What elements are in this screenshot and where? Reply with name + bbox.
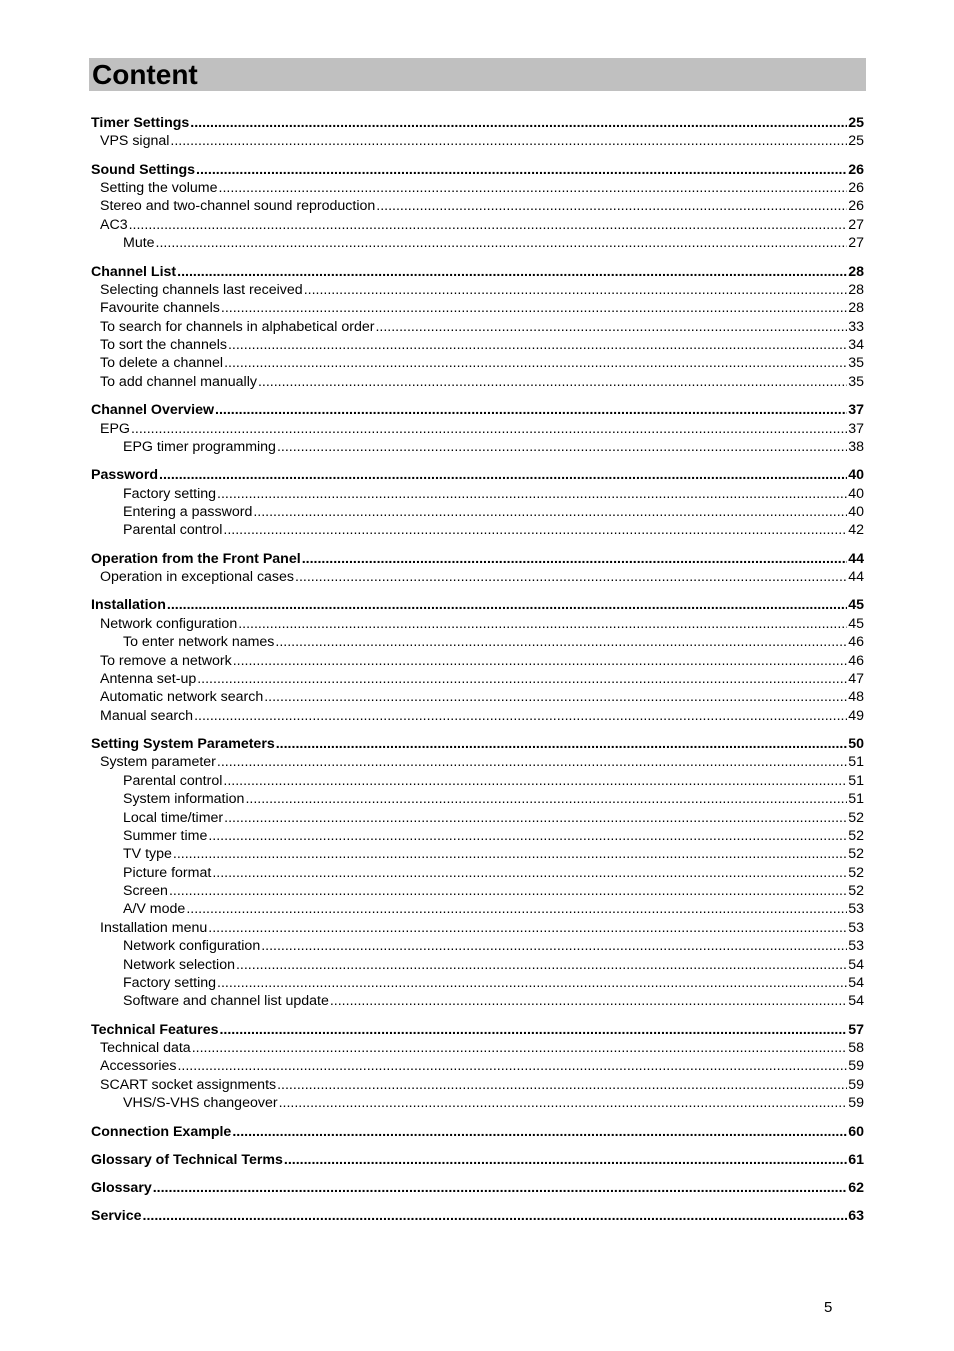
toc-entry-label: Network selection — [123, 956, 235, 973]
dot-leader — [194, 707, 847, 725]
toc-heading-glossary[interactable] — [91, 1179, 864, 1197]
dot-leader — [232, 1123, 847, 1141]
toc-entry-mute[interactable] — [91, 234, 864, 252]
toc-entry-page: 45 — [848, 615, 864, 632]
toc-entry-local-time-timer[interactable] — [91, 809, 864, 827]
toc-heading-channel-list[interactable] — [91, 263, 864, 281]
dot-leader — [143, 1207, 848, 1225]
toc-section-connection-example — [91, 1123, 864, 1141]
toc-entry-label: To sort the channels — [100, 337, 227, 354]
toc-entry-to-search-for-channels-in-alphabetical-order[interactable] — [91, 318, 864, 336]
toc-entry-network-selection[interactable] — [91, 956, 864, 974]
dot-leader — [159, 466, 847, 484]
toc-entry-label: Sound Settings — [91, 161, 196, 178]
toc-entry-screen[interactable] — [91, 882, 864, 900]
toc-entry-label: Parental control — [123, 772, 223, 789]
toc-entry-page: 42 — [848, 522, 864, 539]
toc-entry-page: 26 — [848, 161, 864, 178]
dot-leader — [177, 263, 847, 281]
toc-entry-page: 28 — [848, 263, 864, 280]
dot-leader — [217, 485, 847, 503]
dot-leader — [169, 882, 847, 900]
dot-leader — [264, 688, 847, 706]
toc-section-sound-settings — [91, 161, 864, 253]
toc-section-channel-list — [91, 263, 864, 392]
toc-entry-page: 53 — [848, 901, 864, 918]
toc-entry-label: Service — [91, 1208, 142, 1225]
toc-entry-page: 34 — [848, 337, 864, 354]
toc-entry-page: 60 — [848, 1123, 864, 1140]
dot-leader — [208, 827, 847, 845]
toc-entry-to-enter-network-names[interactable] — [91, 633, 864, 651]
dot-leader — [217, 974, 847, 992]
toc-entry-page: 49 — [848, 707, 864, 724]
toc-entry-page: 40 — [848, 503, 864, 520]
toc-entry-page: 53 — [848, 938, 864, 955]
dot-leader — [238, 615, 847, 633]
toc-entry-label: Operation from the Front Panel — [91, 550, 301, 567]
toc-entry-label: Summer time — [123, 827, 208, 844]
toc-entry-label: Operation in exceptional cases — [100, 569, 295, 586]
toc-entry-label: Local time/timer — [123, 809, 224, 826]
dot-leader — [173, 845, 847, 863]
dot-leader — [197, 670, 847, 688]
toc-entry-summer-time[interactable] — [91, 827, 864, 845]
dot-leader — [215, 401, 847, 419]
toc-entry-page: 51 — [848, 772, 864, 789]
toc-entry-factory-setting[interactable] — [91, 974, 864, 992]
dot-leader — [221, 299, 847, 317]
toc-entry-label: AC3 — [100, 216, 128, 233]
toc-entry-stereo-and-two-channel-sound-reproduction[interactable] — [91, 197, 864, 215]
toc-heading-setting-system-parameters[interactable] — [91, 735, 864, 753]
toc-entry-page: 51 — [848, 791, 864, 808]
toc-entry-label: Parental control — [123, 522, 223, 539]
toc-entry-label: Connection Example — [91, 1123, 232, 1140]
dot-leader — [219, 1021, 847, 1039]
dot-leader — [219, 179, 848, 197]
dot-leader — [258, 373, 847, 391]
toc-heading-installation[interactable] — [91, 596, 864, 614]
dot-leader — [170, 132, 847, 150]
toc-entry-system-information[interactable] — [91, 790, 864, 808]
dot-leader — [177, 1057, 847, 1075]
toc-entry-to-sort-the-channels[interactable] — [91, 336, 864, 354]
dot-leader — [236, 956, 847, 974]
toc-entry-network-configuration[interactable] — [91, 937, 864, 955]
toc-entry-page: 54 — [848, 956, 864, 973]
toc-section-service — [91, 1207, 864, 1225]
toc-heading-service[interactable] — [91, 1207, 864, 1225]
dot-leader — [153, 1179, 847, 1197]
table-of-contents — [91, 114, 864, 1236]
toc-entry-page: 37 — [848, 420, 864, 437]
toc-entry-label: Mute — [123, 235, 155, 252]
toc-entry-automatic-network-search[interactable] — [91, 688, 864, 706]
toc-entry-label: Factory setting — [123, 485, 217, 502]
dot-leader — [375, 318, 847, 336]
toc-entry-operation-in-exceptional-cases[interactable] — [91, 568, 864, 586]
toc-entry-scart-socket-assignments[interactable] — [91, 1076, 864, 1094]
dot-leader — [233, 652, 848, 670]
toc-heading-glossary-of-technical-terms[interactable] — [91, 1151, 864, 1169]
toc-entry-label: Antenna set-up — [100, 670, 197, 687]
toc-entry-to-add-channel-manually[interactable] — [91, 373, 864, 391]
toc-entry-page: 52 — [848, 883, 864, 900]
toc-entry-label: EPG timer programming — [123, 438, 276, 455]
toc-entry-ac3[interactable] — [91, 216, 864, 234]
toc-entry-label: Factory setting — [123, 975, 217, 992]
dot-leader — [277, 1076, 847, 1094]
toc-entry-label: A/V mode — [123, 901, 186, 918]
toc-entry-page: 54 — [848, 975, 864, 992]
toc-entry-vps-signal[interactable] — [91, 132, 864, 150]
toc-entry-page: 52 — [848, 846, 864, 863]
toc-entry-favourite-channels[interactable] — [91, 299, 864, 317]
toc-entry-label: Entering a password — [123, 503, 253, 520]
toc-entry-page: 47 — [848, 670, 864, 687]
toc-entry-label: Setting System Parameters — [91, 735, 275, 752]
toc-entry-label: Glossary — [91, 1180, 152, 1197]
toc-section-channel-overview — [91, 401, 864, 456]
toc-entry-system-parameter[interactable] — [91, 753, 864, 771]
toc-entry-label: Glossary of Technical Terms — [91, 1151, 283, 1168]
toc-entry-network-configuration[interactable] — [91, 615, 864, 633]
dot-leader — [212, 864, 847, 882]
dot-leader — [224, 354, 847, 372]
dot-leader — [295, 568, 847, 586]
toc-entry-entering-a-password[interactable] — [91, 503, 864, 521]
toc-entry-page: 27 — [848, 235, 864, 252]
toc-entry-page: 27 — [848, 216, 864, 233]
toc-entry-page: 35 — [848, 373, 864, 390]
toc-heading-timer-settings[interactable] — [91, 114, 864, 132]
toc-entry-label: Stereo and two-channel sound reproduction — [100, 198, 376, 215]
dot-leader — [208, 919, 847, 937]
toc-entry-label: To delete a channel — [100, 355, 224, 372]
toc-section-glossary — [91, 1179, 864, 1197]
toc-heading-channel-overview[interactable] — [91, 401, 864, 419]
toc-section-password — [91, 466, 864, 540]
toc-entry-label: Setting the volume — [100, 180, 218, 197]
toc-entry-label: Screen — [123, 883, 168, 900]
dot-leader — [223, 521, 847, 539]
toc-entry-label: To enter network names — [123, 634, 275, 651]
toc-entry-label: Picture format — [123, 864, 212, 881]
toc-entry-label: Technical data — [100, 1040, 191, 1057]
toc-entry-parental-control[interactable] — [91, 772, 864, 790]
toc-entry-page: 57 — [848, 1021, 864, 1038]
dot-leader — [275, 633, 847, 651]
toc-entry-epg[interactable] — [91, 420, 864, 438]
dot-leader — [217, 753, 847, 771]
toc-entry-page: 33 — [848, 318, 864, 335]
toc-entry-page: 26 — [848, 198, 864, 215]
dot-leader — [302, 550, 848, 568]
toc-entry-label: System parameter — [100, 754, 216, 771]
toc-section-timer-settings — [91, 114, 864, 151]
toc-entry-parental-control[interactable] — [91, 521, 864, 539]
dot-leader — [304, 281, 848, 299]
dot-leader — [279, 1094, 848, 1112]
dot-leader — [192, 1039, 848, 1057]
toc-entry-label: To remove a network — [100, 652, 232, 669]
toc-entry-manual-search[interactable] — [91, 707, 864, 725]
toc-entry-label: Technical Features — [91, 1021, 219, 1038]
toc-section-installation — [91, 596, 864, 725]
dot-leader — [284, 1151, 847, 1169]
toc-entry-accessories[interactable] — [91, 1057, 864, 1075]
toc-entry-label: To search for channels in alphabetical order — [100, 318, 375, 335]
toc-entry-page: 45 — [848, 597, 864, 614]
dot-leader — [223, 772, 847, 790]
toc-entry-page: 44 — [848, 550, 864, 567]
toc-entry-page: 61 — [848, 1151, 864, 1168]
toc-entry-technical-data[interactable] — [91, 1039, 864, 1057]
toc-entry-label: TV type — [123, 846, 172, 863]
toc-heading-connection-example[interactable] — [91, 1123, 864, 1141]
dot-leader — [276, 735, 847, 753]
toc-entry-label: Channel List — [91, 263, 177, 280]
toc-entry-label: Selecting channels last received — [100, 281, 303, 298]
toc-entry-label: Software and channel list update — [123, 993, 329, 1010]
toc-entry-to-remove-a-network[interactable] — [91, 652, 864, 670]
page-number: 5 — [824, 1299, 833, 1316]
dot-leader — [330, 992, 847, 1010]
toc-entry-epg-timer-programming[interactable] — [91, 438, 864, 456]
toc-entry-label: SCART socket assignments — [100, 1076, 277, 1093]
toc-entry-label: Network configuration — [100, 615, 238, 632]
toc-entry-page: 59 — [848, 1058, 864, 1075]
dot-leader — [196, 161, 847, 179]
toc-entry-page: 54 — [848, 993, 864, 1010]
toc-entry-page: 52 — [848, 864, 864, 881]
dot-leader — [186, 900, 847, 918]
toc-entry-page: 25 — [848, 115, 864, 131]
toc-entry-vhs-s-vhs-changeover[interactable] — [91, 1094, 864, 1112]
toc-entry-page: 28 — [848, 281, 864, 298]
toc-section-technical-features — [91, 1021, 864, 1113]
toc-entry-antenna-set-up[interactable] — [91, 670, 864, 688]
toc-entry-label: System information — [123, 791, 245, 808]
toc-entry-selecting-channels-last-received[interactable] — [91, 281, 864, 299]
toc-entry-page: 40 — [848, 467, 864, 484]
toc-entry-picture-format[interactable] — [91, 864, 864, 882]
toc-entry-installation-menu[interactable] — [91, 919, 864, 937]
toc-entry-label: Installation — [91, 597, 166, 614]
toc-section-setting-system-parameters — [91, 735, 864, 1011]
dot-leader — [131, 420, 847, 438]
toc-entry-software-and-channel-list-update[interactable] — [91, 992, 864, 1010]
toc-entry-page: 53 — [848, 919, 864, 936]
toc-entry-label: Password — [91, 467, 159, 484]
toc-entry-label: VHS/S-VHS changeover — [123, 1095, 278, 1112]
toc-entry-page: 59 — [848, 1095, 864, 1112]
toc-entry-label: Installation menu — [100, 919, 208, 936]
dot-leader — [253, 503, 847, 521]
dot-leader — [277, 438, 847, 456]
dot-leader — [261, 937, 847, 955]
dot-leader — [376, 197, 847, 215]
toc-entry-page: 46 — [848, 652, 864, 669]
toc-entry-a-v-mode[interactable] — [91, 900, 864, 918]
toc-entry-factory-setting[interactable] — [91, 485, 864, 503]
toc-entry-label: Timer Settings — [91, 115, 190, 131]
toc-entry-page: 25 — [848, 133, 864, 150]
toc-entry-label: Automatic network search — [100, 689, 264, 706]
toc-entry-page: 51 — [848, 754, 864, 771]
toc-entry-page: 44 — [848, 569, 864, 586]
toc-entry-tv-type[interactable] — [91, 845, 864, 863]
page-title: Content — [92, 59, 198, 90]
toc-entry-label: To add channel manually — [100, 373, 257, 390]
toc-entry-page: 46 — [848, 634, 864, 651]
toc-entry-page: 35 — [848, 355, 864, 372]
toc-heading-password[interactable] — [91, 466, 864, 484]
toc-entry-to-delete-a-channel[interactable] — [91, 354, 864, 372]
dot-leader — [228, 336, 847, 354]
dot-leader — [156, 234, 848, 252]
toc-entry-page: 48 — [848, 689, 864, 706]
toc-entry-page: 63 — [848, 1208, 864, 1225]
toc-entry-label: Accessories — [100, 1058, 177, 1075]
dot-leader — [245, 790, 847, 808]
dot-leader — [224, 809, 847, 827]
toc-entry-label: Manual search — [100, 707, 194, 724]
toc-entry-label: Favourite channels — [100, 300, 220, 317]
toc-heading-operation-from-the-front-panel[interactable] — [91, 550, 864, 568]
toc-entry-page: 28 — [848, 300, 864, 317]
dot-leader — [129, 216, 848, 234]
toc-entry-page: 59 — [848, 1076, 864, 1093]
toc-entry-setting-the-volume[interactable] — [91, 179, 864, 197]
toc-entry-page: 40 — [848, 485, 864, 502]
toc-entry-label: Channel Overview — [91, 402, 215, 419]
toc-entry-page: 38 — [848, 438, 864, 455]
toc-entry-page: 62 — [848, 1180, 864, 1197]
toc-entry-page: 52 — [848, 809, 864, 826]
content-title-bar — [89, 58, 866, 91]
dot-leader — [190, 114, 847, 132]
toc-entry-label: VPS signal — [100, 133, 170, 150]
toc-section-operation-from-the-front-panel — [91, 550, 864, 587]
toc-entry-label: EPG — [100, 420, 130, 437]
toc-entry-page: 37 — [848, 402, 864, 419]
toc-entry-page: 52 — [848, 827, 864, 844]
toc-section-glossary-of-technical-terms — [91, 1151, 864, 1169]
toc-entry-page: 58 — [848, 1040, 864, 1057]
toc-entry-page: 26 — [848, 180, 864, 197]
toc-heading-technical-features[interactable] — [91, 1021, 864, 1039]
toc-entry-page: 50 — [848, 735, 864, 752]
toc-entry-label: Network configuration — [123, 938, 261, 955]
dot-leader — [167, 596, 847, 614]
toc-heading-sound-settings[interactable] — [91, 161, 864, 179]
